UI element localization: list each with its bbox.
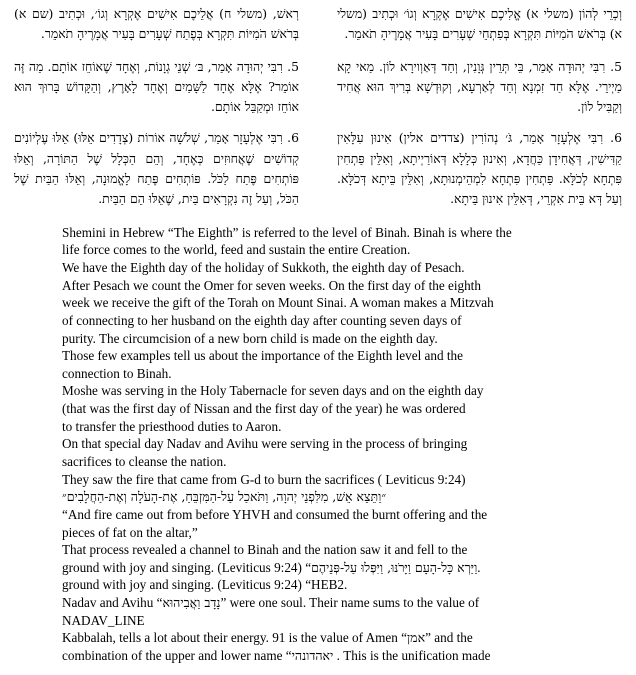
english-line-14: sacrifices to cleanse the nation.	[62, 453, 227, 469]
english-line-10: Moshe was serving in the Holy Tabernacle for seven days and on the eighth day	[62, 383, 484, 399]
english-line-11: (that was the first day of Nissan and the first day of the year) he was ordered	[62, 401, 466, 417]
nadav-pre-text: Nadav and Avihu “	[62, 595, 163, 611]
hebrew-word-amen: אמן	[406, 630, 426, 646]
english-line-19: That process revealed a channel to Binah and the nation saw it and fell to the	[62, 542, 468, 558]
hebrew-paragraph-5-right	[337, 57, 622, 117]
hebrew-paragraph-6-right	[337, 128, 622, 208]
english-line-8: Those few examples tell us about the importance of the Eighth level and the	[62, 348, 463, 364]
english-line-17: “And fire came out from before YHVH and consumed the burnt offering and the	[62, 506, 488, 522]
english-line-20-post: .	[477, 559, 481, 575]
english-line-25-unification	[62, 647, 574, 665]
english-line-7: purity. The circumcision of a new born child is made on the eighth day.	[62, 330, 438, 346]
english-commentary	[0, 220, 636, 665]
hebrew-paragraph-6-left	[14, 128, 299, 208]
english-line-12: to transfer the priesthood duties to Aaron.	[62, 418, 282, 434]
english-line-1: Shemini in Hebrew “The Eighth” is referred to the level of Binah. Binah is where the	[62, 224, 512, 240]
nadav-post-text: ” were one soul. Their name sums to the value of	[220, 595, 480, 611]
unification-post-text: . This is the unification made	[333, 648, 491, 664]
unification-pre-text: combination of the upper and lower name “	[62, 648, 292, 664]
amen-post-text: ” and the	[425, 630, 473, 646]
english-line-20-with-verse	[62, 559, 574, 577]
hebrew-column-right	[337, 4, 622, 220]
english-line-20-pre: ground with joy and singing. (Leviticus 9:24) “	[62, 559, 312, 575]
hebrew-verse-2: וַיַּרְא כָּל-הָעָם וַיָּרֹנּוּ, וַיִּפְּלוּ עַל-פְּנֵיהֶם	[311, 559, 478, 575]
english-line-2: life force comes to the world, feed and sustain the entire Creation.	[62, 242, 411, 258]
hebrew-paragraph-5-left	[14, 57, 299, 117]
hebrew-name-yahadonhi: יאהדונהי	[291, 648, 334, 664]
english-line-4: After Pesach we count the Omer for seven weeks. On the first day of the eighth	[62, 277, 481, 293]
english-line-24-amen	[62, 629, 574, 647]
hebrew-verse-1: ״וַתֵּצֵא אֵשׁ, מִלִּפְנֵי יְהוָה, וַתֹּאכַל עַל-הַמִּזְבֵּחַ, אֶת-הָעֹלָה וְאֶת-הַחֲלָבִים״	[62, 489, 387, 505]
hebrew-paragraph-5-left-text: רִבִּי יְהוּדָה אָמַר, בּ׳ שְׁנֵי גְוָנוֹת, וְאֶחָד שֶׁאוֹחֵז אוֹתָם. מַה זֶּה אוֹמֵר? אֶלָּא אֶחָד לַשָּׁמַיִם וְאֶחָד לָאָרֶץ, וְהַקָּדוֹשׁ בָּרוּךְ הוּא אוֹחֵז וּמְקַבֵּל אוֹתָם.	[14, 59, 299, 115]
english-line-23: NADAV_LINE	[62, 612, 145, 628]
english-line-13: On that special day Nadav and Avihu were serving in the process of bringing	[62, 436, 468, 452]
hebrew-column-left	[14, 4, 299, 220]
english-line-22-nadav	[62, 594, 574, 612]
english-line-5: week we receive the gift of the Torah on Mount Sinai. A woman makes a Mitzvah	[62, 295, 494, 311]
english-line-6: of connecting to her husband on the eighth day after counting seven days of	[62, 312, 462, 328]
hebrew-paragraph-5-left-number: 5.	[287, 59, 299, 75]
hebrew-paragraph-6-right-text: רִבִּי אֶלְעָזָר אָמַר, גֹּ׳ נְהוֹרִין (צדדים אלין) אִינוּן עִלָּאִין קַדִּישִׁין, דְּאֲחִידָן כַּחֲדָא, וְאִינוּן כְּלָלָא דְּאוֹרַיְיתָא, וְאִלֵּין פַּתְחִין פִּתְחָא לְכֹלָּא. פַּתְחִין פִּתְחָא לִמְהֵימְנוּתָא, וְאִלֵּין בֵּיתָא דְּכֹלָּא. וְעַל דְּא בֵּית אִקְרֵי, דְּאִלֵּין אִינוּן בֵּיתָא.	[337, 130, 622, 206]
english-line-18: pieces of fat on the altar,”	[62, 524, 198, 540]
hebrew-paragraph-6-left-text: רִבִּי אֶלְעָזָר אָמַר, שְׁלֹשָׁה אוֹרוֹת (צְדָדִים אֵלּוּ) אֵלּוּ עֶלְיוֹנִים קְדוֹשִׁים שֶׁאֲחוּזִים כְּאֶחָד, וְהֵם הַכְּלָל שֶׁל הַתּוֹרָה, וְאֵלּוּ פּוֹתְחִים פֶּתַח לַכֹּל. פּוֹתְחִים פֶּתַח לָאֱמוּנָה, וְאֵלּוּ הַבַּיִת שֶׁל הַכֹּל, וְעַל זֶה נִקְרָאִים בַּיִת, שֶׁאֵלּוּ הֵם הַבַּיִת.	[14, 130, 299, 206]
english-verse-leviticus-hebrew-1	[62, 488, 574, 506]
english-line-3: We have the Eighth day of the holiday of Sukkoth, the eighth day of Pesach.	[62, 260, 465, 276]
hebrew-paragraph-6-left-number: 6.	[287, 130, 299, 146]
hebrew-paragraph-top-right: וְכְרֵי לְהוֹן (משלי א) אֱלִיכֶם אִישִׁים אֶקְרָא וְגוֹ׳ וּכְתִיב (משלי א) בְּרֹאשׁ הֹמִיּוֹת תִּקְרָא בְּפִתְחֵי שְׁעָרִים בָּעִיר אֲמָרֶיהָ תֹאמֵר.	[337, 6, 622, 42]
hebrew-paragraph-5-right-text: רִבִּי יְהוּדָה אָמַר, בֵּי תְּרֵין גְּוָנִין, וְחַד דְּאַוְוירָא לוֹן. מַאי קָא מַיְירֵי. אֶלָּא חַד זִמְנָא וְחַד לְאַרְעָא, וְקוּדְשָׁא בְּרִיךְ הוּא אֲחִיד וְקַבִּיל לוֹן.	[337, 59, 622, 115]
hebrew-name-nadav-avihu: נָדָב וַאֲבִיהוּא	[162, 595, 221, 611]
english-line-15: They saw the fire that came from G-d to burn the sacrifices ( Leviticus 9:24)	[62, 471, 466, 487]
english-line-21: ground with joy and singing. (Leviticus 9:24) “HEB2.	[62, 577, 348, 593]
amen-pre-text: Kabbalah, tells a lot about their energy. 91 is the value of Amen “	[62, 630, 407, 646]
hebrew-paragraph-top-left: רְאשׁ, (משלי ח) אֲלֵיכֶם אִישִׁים אֶקְרָא וְגוֹ׳, וּכְתִיב (שם א) בְּרֹאשׁ הֹמִיּוֹת תִּקְרָא בְּפֶתַח שְׁעָרִים בָּעִיר אֲמָרֶיהָ תֹאמֵר.	[14, 6, 299, 42]
hebrew-paragraph-6-right-number: 6.	[610, 130, 622, 146]
english-line-9: connection to Binah.	[62, 365, 172, 381]
hebrew-paragraph-5-right-number: 5.	[610, 59, 622, 75]
hebrew-section	[0, 0, 636, 220]
